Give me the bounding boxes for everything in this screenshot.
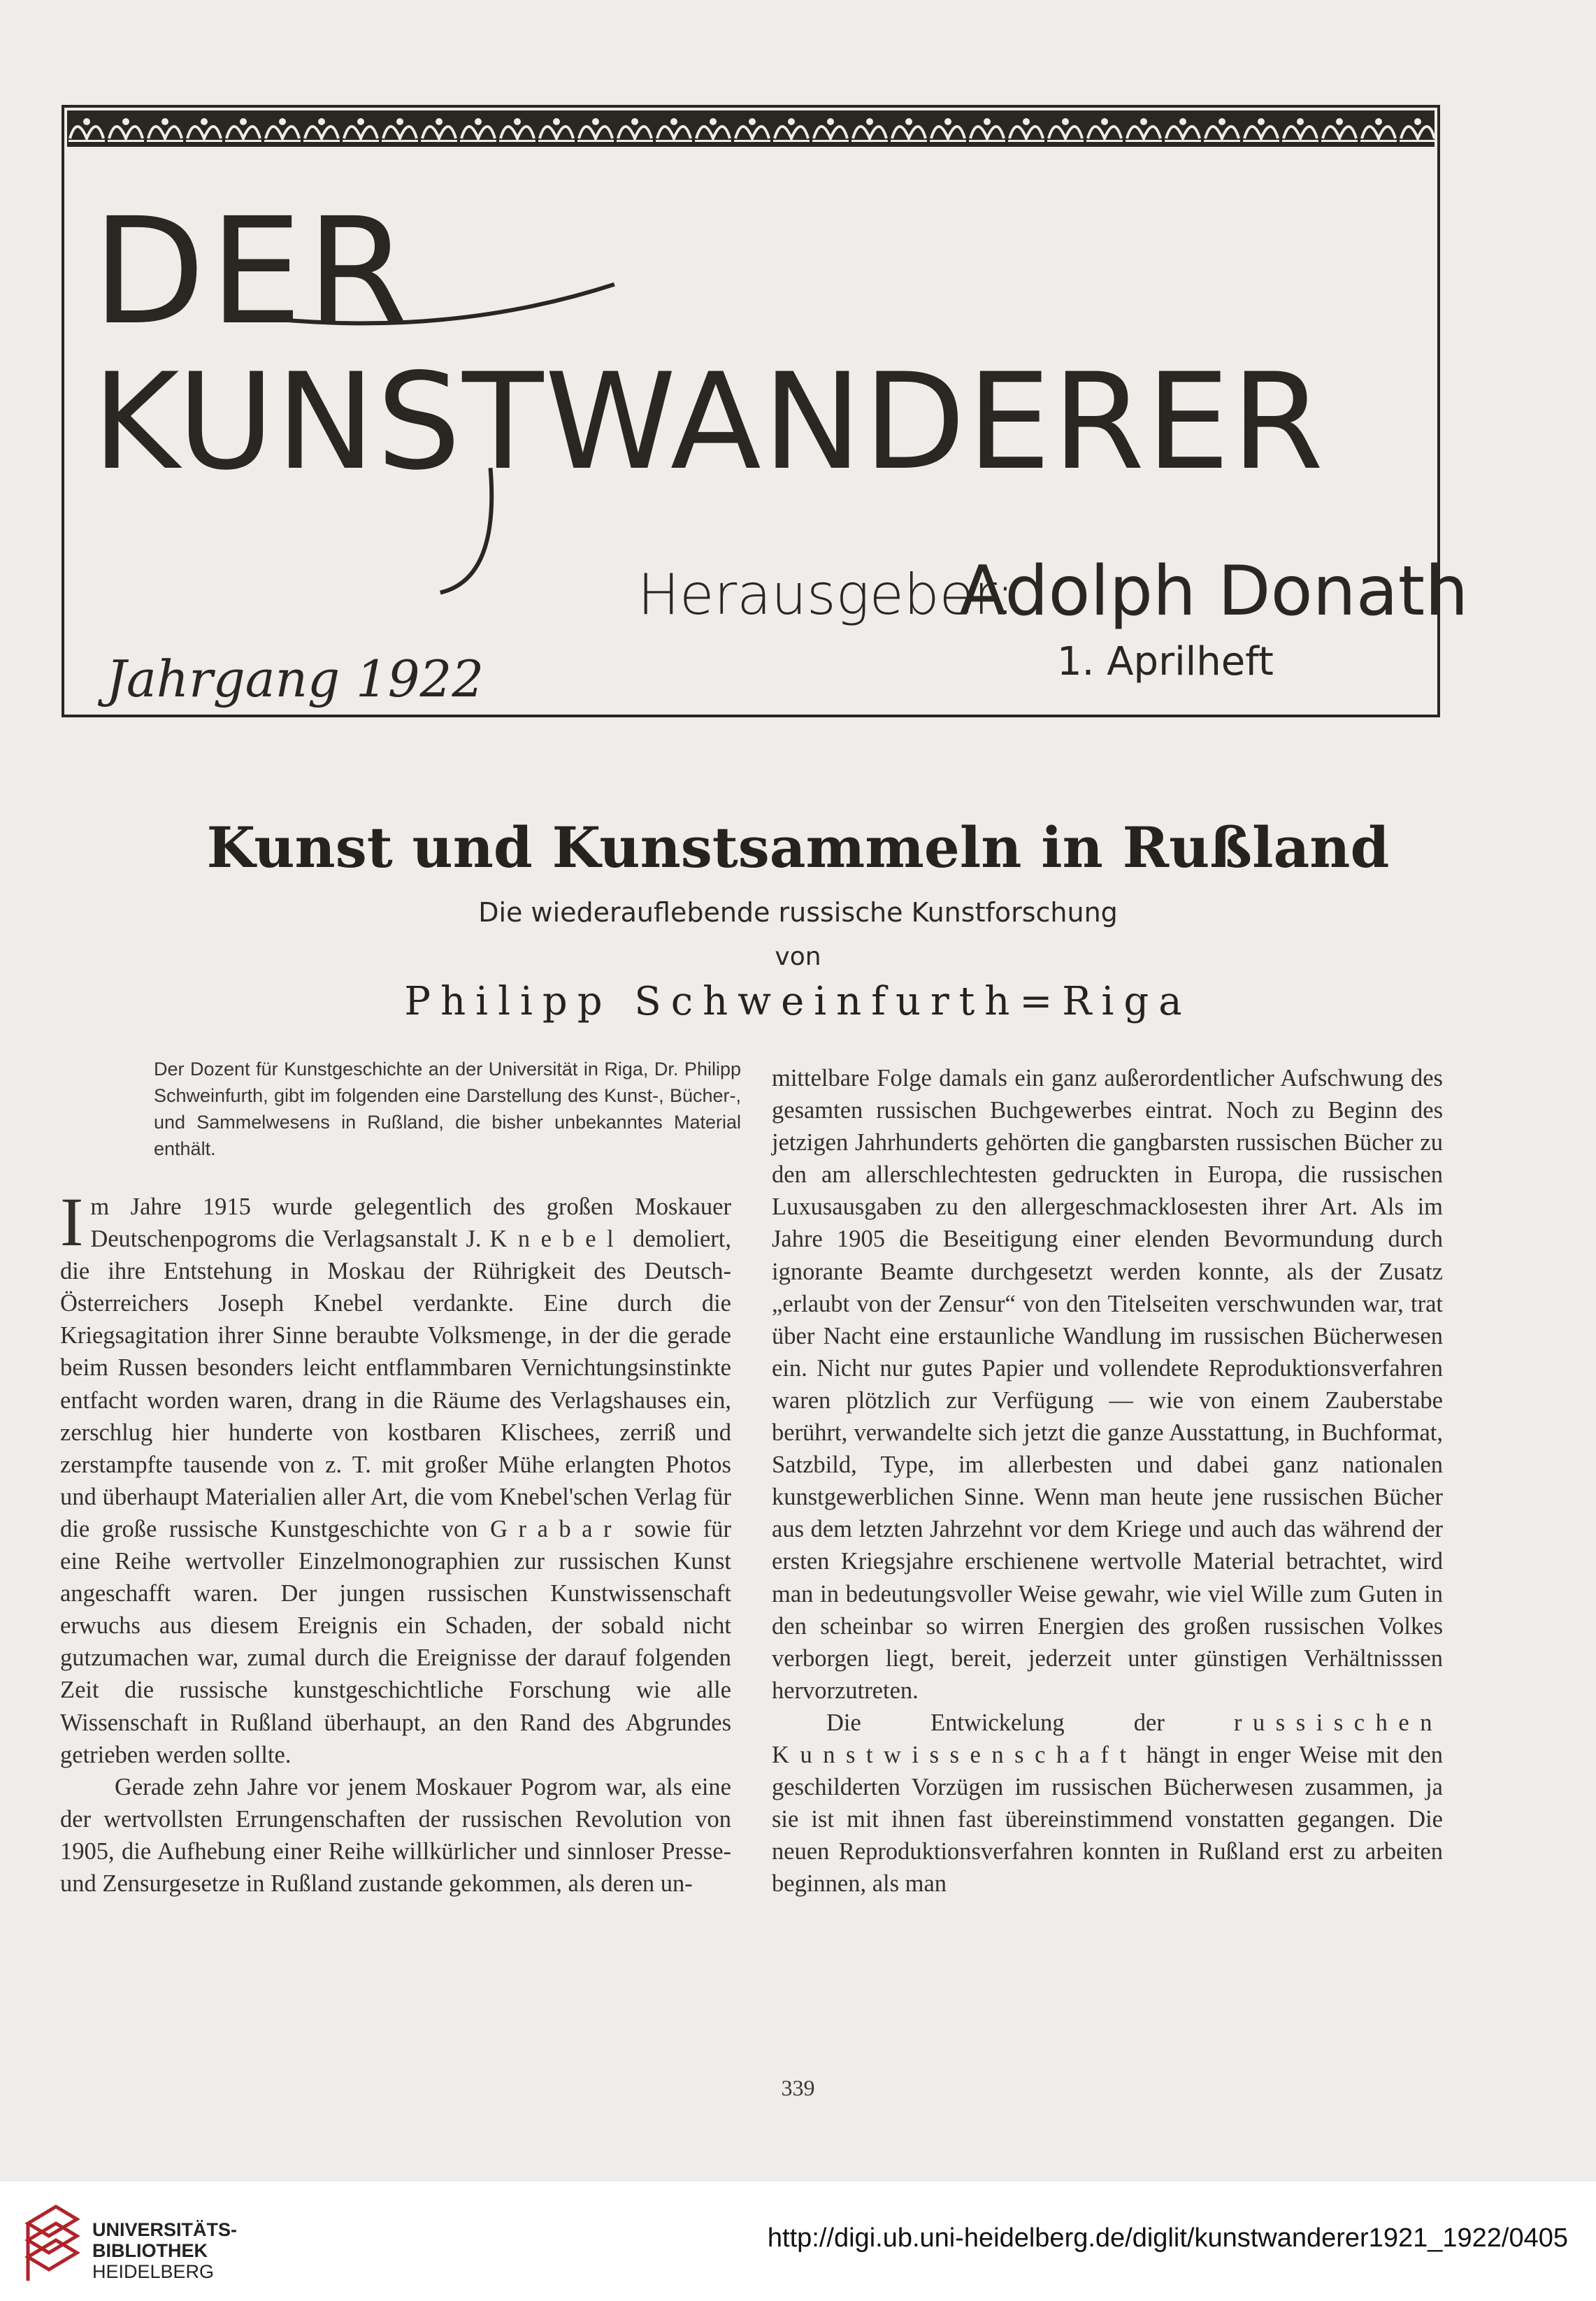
byline-von: von bbox=[775, 942, 821, 971]
masthead-title-der: DER bbox=[92, 186, 413, 357]
text-run: m Jahre 1915 wurde gelegentlich des großen Moskauer Deutschenpogroms die Verlagsanstalt J. bbox=[90, 1193, 731, 1253]
masthead bbox=[62, 105, 1469, 717]
library-name-line: UNIVERSITÄTS- bbox=[92, 2219, 238, 2240]
text-column-right bbox=[772, 1062, 1443, 1900]
issue-label: 1. Aprilheft bbox=[1057, 639, 1274, 684]
article-subtitle: Die wiederauflebende russische Kunstforschung bbox=[478, 897, 1118, 928]
editorial-intro: Der Dozent für Kunstgeschichte an der Universität in Riga, Dr. Philipp Schweinfurth, gibt im folgenden eine Darstellung des Kunst-, Bücher-, und Sammelwesens in Rußland, die bisher unbekanntes Material enthält. bbox=[154, 1059, 741, 1159]
paragraph bbox=[772, 1707, 1443, 1900]
volume-year: Jahrgang 1922 bbox=[106, 650, 484, 708]
emphasized-term: russischen Kunstwissenschaft bbox=[772, 1709, 1443, 1768]
emphasized-name: Grabar bbox=[490, 1515, 623, 1542]
editor-name: Adolph Donath bbox=[959, 552, 1469, 631]
masthead-title-kunstwanderer: KUNSTWANDERER bbox=[92, 345, 1325, 499]
paragraph bbox=[60, 1183, 732, 1771]
library-logo-icon bbox=[21, 2202, 84, 2286]
drop-cap: I bbox=[60, 1183, 84, 1261]
text-run: demoliert, die ihre Entstehung in Moskau der Rührigkeit des Deutsch-Österreichers Joseph Knebel verdankte. Eine durch die Kriegsagitation ihrer Sinne beraubte Volksmenge, in der die gerade beim Russen besonders leicht entflammbaren Vernichtungsinstinkte entfacht worden waren, drang in die Räume des Verlagshauses ein, zerschlug hier hunderte von kostbaren Klischees, zerriß und zerstampfte tausende von z. T. mit großer Mühe erlangten Photos und überhaupt Materialien aller Art, die vom Knebel'schen Verlag für die große russische Kunstgeschichte von bbox=[60, 1226, 731, 1542]
page-number: 339 bbox=[781, 2075, 815, 2100]
editor-label: Herausgeber: bbox=[638, 562, 1015, 627]
ornamental-border bbox=[67, 110, 1435, 147]
library-name-line: BIBLIOTHEK bbox=[92, 2240, 208, 2261]
text-run: Die Entwickelung der bbox=[826, 1709, 1235, 1736]
text-run: hängt in enger Weise mit den geschilderten Vorzügen im russischen Bücherwesen zusammen, ja sie ist mit ihnen fast übereinstimmend vonstatten gegangen. Die neuen Reproduktionsverfahren konnten in Rußland erst zu arbeiten beginnen, als man bbox=[772, 1741, 1443, 1898]
library-name bbox=[92, 2219, 237, 2282]
paragraph: mittelbare Folge damals ein ganz außerordentlicher Aufschwung des gesamten russischen Buchgewerbes eintrat. Noch zu Beginn des jetzigen Jahrhunderts gehörten die gangbarsten russischen Bücher zu den am allerschlechtesten gedruckten in Europa, die russischen Luxusausgaben zu den allergeschmacklosesten ihrer Art. Als im Jahre 1905 die Beseitigung einer elenden Bevormundung durch ignorante Beamte durchgesetzt werden konnte, als der Zusatz „erlaubt von der Zensur“ von den Titelseiten verschwunden war, trat über Nacht eine erstaunliche Wandlung im russischen Bücherwesen ein. Nicht nur gutes Papier und vollendete Reproduktionsverfahren waren plötzlich zur Verfügung — wie von einem Zauberstabe berührt, verwandelte sich jetzt die ganze Ausstattung, in Buchformat, Satzbild, Type, im allerbesten und dabei ganz nationalen kunstgewerblichen Sinne. Wenn man heute jene russischen Bücher aus dem letzten Jahrzehnt vor dem Kriege und auch das während der ersten Kriegsjahre erschienene wertvolle Material betrachtet, wird man in bedeutungsvoller Weise gewahr, wie viel Wille zum Guten in den scheinbar so wirren Energien des großen russischen Volkes verborgen liegt, bereit, jederzeit unter günstigen Verhältnisssen hervorzutreten. bbox=[772, 1065, 1443, 1704]
library-name-line: HEIDELBERG bbox=[92, 2261, 215, 2282]
source-url-link[interactable]: http://digi.ub.uni-heidelberg.de/diglit/kunstwanderer1921_1922/0405 bbox=[767, 2223, 1568, 2253]
text-column-left bbox=[60, 1183, 732, 1900]
text-run: sowie für eine Reihe wertvoller Einzelmonographien zur russischen Kunst angeschafft waren. Der jungen russischen Kunstwissenschaft erwuchs aus diesem Ereignis ein Schaden, der sobald nicht gutzumachen war, zumal durch die Ereignisse der darauf folgenden Zeit die russische kunstgeschichtliche Forschung wie alle Wissenschaft in Rußland überhaupt, an den Rand des Abgrundes getrieben werden sollte. bbox=[60, 1515, 732, 1768]
emphasized-name: Knebel bbox=[489, 1226, 625, 1253]
article-author: Philipp Schweinfurth=Riga bbox=[404, 979, 1192, 1024]
footer-bar bbox=[0, 2181, 1596, 2301]
paragraph: Gerade zehn Jahre vor jenem Moskauer Pogrom war, als eine der wertvollsten Errungenschaften der russischen Revolution von 1905, die Aufhebung einer Reihe willkürlicher und sinnloser Presse- und Zensurgesetze in Rußland zustande gekommen, als deren un- bbox=[60, 1773, 731, 1897]
article-title: Kunst und Kunstsammeln in Rußland bbox=[206, 815, 1390, 880]
